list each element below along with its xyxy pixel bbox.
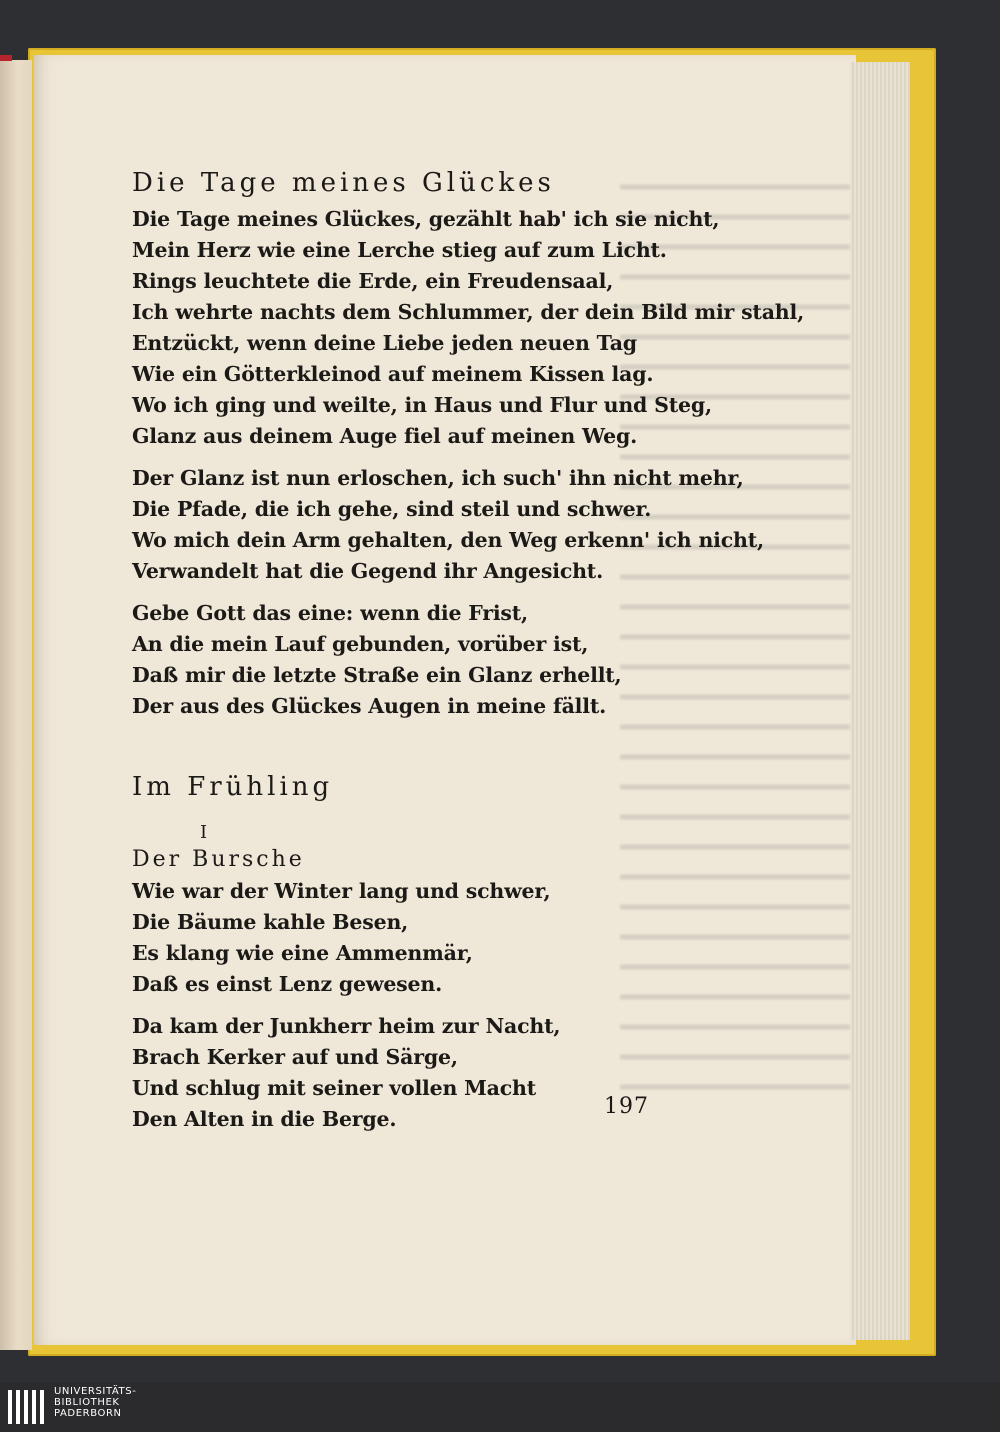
verse-line: Daß es einst Lenz gewesen.: [132, 972, 443, 996]
library-logo-icon: [8, 1390, 48, 1424]
verse-line: Glanz aus deinem Auge fiel auf meinen Weg.: [132, 424, 638, 448]
library-footer: [0, 1382, 1000, 1432]
verse-line: Die Pfade, die ich gehe, sind steil und schwer.: [132, 497, 652, 521]
verse-line: Es klang wie eine Ammenmär,: [132, 941, 473, 965]
verse-line: Daß mir die letzte Straße ein Glanz erhellt,: [132, 663, 622, 687]
library-name-line: BIBLIOTHEK: [54, 1397, 120, 1408]
verse-line: Und schlug mit seiner vollen Macht: [132, 1076, 536, 1100]
stanza: [132, 463, 764, 587]
bookmark-ribbon: [0, 55, 12, 61]
verse-line: Rings leuchtete die Erde, ein Freudensaal,: [132, 269, 614, 293]
verse-line: Der Glanz ist nun erloschen, ich such' ihn nicht mehr,: [132, 466, 744, 490]
verse-line: Der aus des Glückes Augen in meine fällt.: [132, 694, 607, 718]
verse-line: An die mein Lauf gebunden, vorüber ist,: [132, 632, 589, 656]
section-numeral: I: [200, 822, 208, 843]
stanza: [132, 876, 752, 1000]
library-name: [54, 1386, 136, 1419]
page-number: 197: [604, 1094, 649, 1119]
verse-line: Wie war der Winter lang und schwer,: [132, 879, 551, 903]
library-name-line: UNIVERSITÄTS-: [54, 1386, 137, 1397]
poem-title: Die Tage meines Glückes: [132, 168, 555, 198]
speaker-heading: Der Bursche: [132, 847, 305, 872]
verse-line: Wo mich dein Arm gehalten, den Weg erkenn' ich nicht,: [132, 528, 764, 552]
verse-line: Die Bäume kahle Besen,: [132, 910, 409, 934]
page-stack-edges: [850, 62, 910, 1340]
verse-line: Ich wehrte nachts dem Schlummer, der dein Bild mir stahl,: [132, 300, 805, 324]
page-text: [132, 168, 805, 1146]
library-name-line: PADERBORN: [54, 1408, 122, 1419]
verse-line: Wo ich ging und weilte, in Haus und Flur und Steg,: [132, 393, 712, 417]
stanza: [132, 598, 752, 722]
verse-line: Den Alten in die Berge.: [132, 1107, 397, 1131]
left-page-edge: [0, 60, 32, 1350]
verse-line: Entzückt, wenn deine Liebe jeden neuen Tag: [132, 331, 637, 355]
verse-line: Verwandelt hat die Gegend ihr Angesicht.: [132, 559, 604, 583]
verse-line: Gebe Gott das eine: wenn die Frist,: [132, 601, 528, 625]
stanza: [132, 1011, 752, 1135]
verse-line: Die Tage meines Glückes, gezählt hab' ich sie nicht,: [132, 207, 720, 231]
verse-line: Wie ein Götterkleinod auf meinem Kissen lag.: [132, 362, 654, 386]
verse-line: Da kam der Junkherr heim zur Nacht,: [132, 1014, 561, 1038]
poem-title: Im Frühling: [132, 772, 334, 802]
verse-line: Brach Kerker auf und Särge,: [132, 1045, 458, 1069]
stanza: [132, 204, 805, 452]
verse-line: Mein Herz wie eine Lerche stieg auf zum Licht.: [132, 238, 667, 262]
